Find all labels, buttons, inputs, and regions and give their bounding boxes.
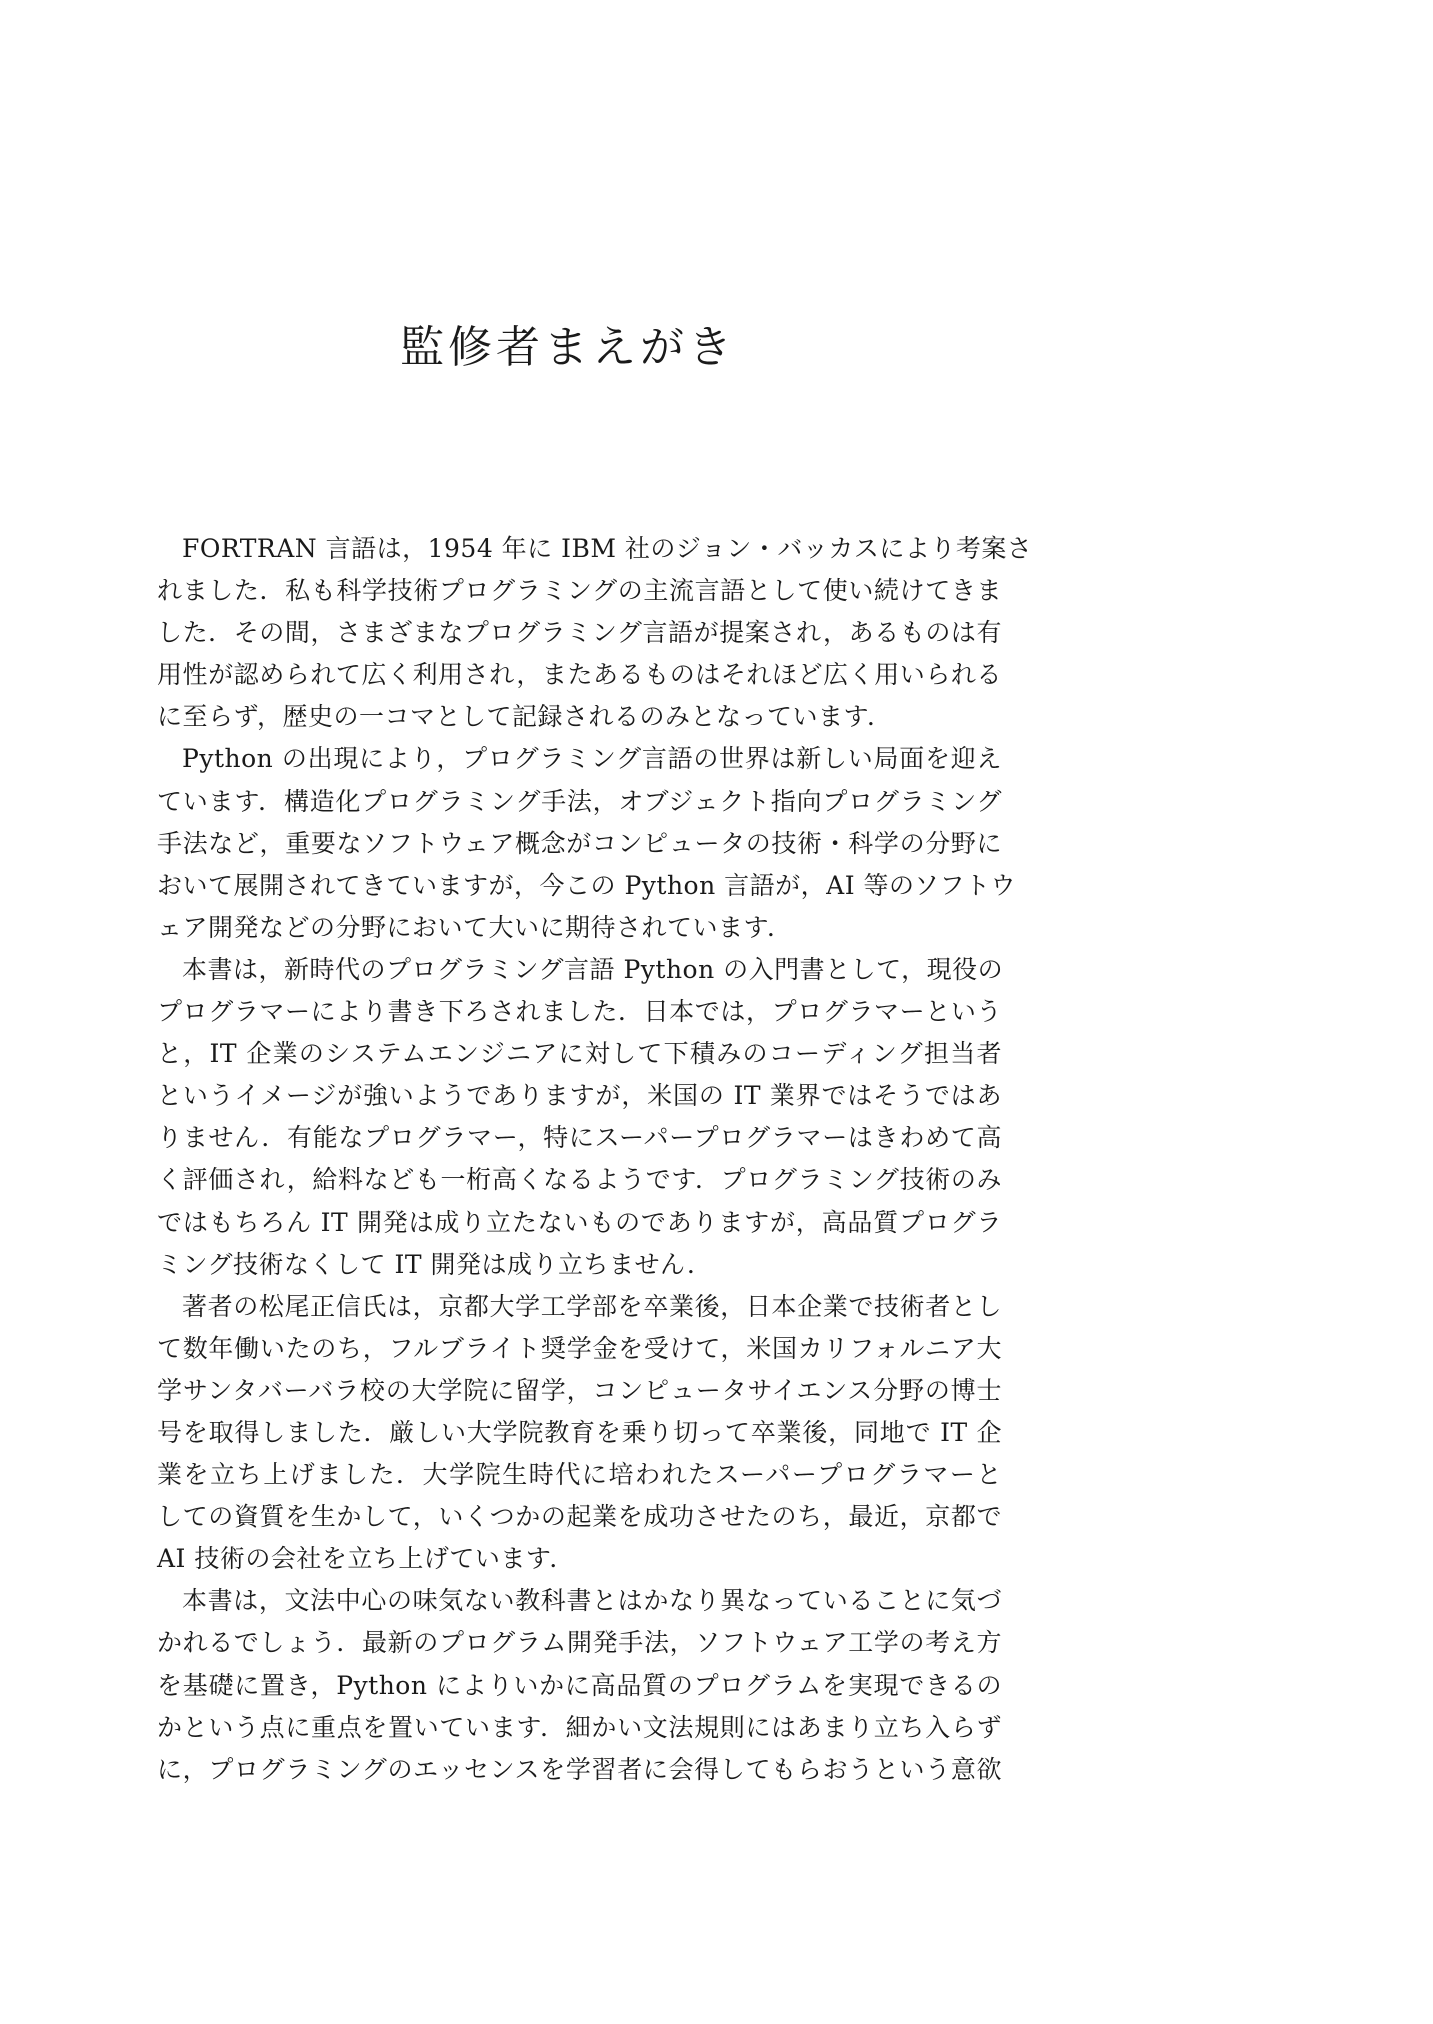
text-line: と，IT 企業のシステムエンジニアに対して下積みのコーディング担当者 xyxy=(157,1039,1002,1069)
text-line: 学サンタバーバラ校の大学院に留学，コンピュータサイエンス分野の博士 xyxy=(157,1375,1002,1405)
preface-body xyxy=(132,528,1033,1791)
paragraph-5 xyxy=(132,1580,1002,1790)
paragraph-1 xyxy=(132,528,1033,738)
text-line: ミング技術なくして IT 開発は成り立ちません． xyxy=(157,1249,713,1279)
text-line: ています．構造化プログラミング手法，オブジェクト指向プログラミング xyxy=(157,786,1002,816)
text-line: ではもちろん IT 開発は成り立たないものでありますが，高品質プログラ xyxy=(157,1207,1002,1237)
text-line: 本書は，新時代のプログラミング言語 Python の入門書として，現役の xyxy=(182,954,1004,984)
text-line: Python の出現により，プログラミング言語の世界は新しい局面を迎え xyxy=(182,744,1002,774)
text-line: ェア開発などの分野において大いに期待されています． xyxy=(157,912,793,942)
text-line: 著者の松尾正信氏は，京都大学工学部を卒業後，日本企業で技術者とし xyxy=(182,1291,1002,1321)
text-line: に，プログラミングのエッセンスを学習者に会得してもらおうという意欲 xyxy=(157,1754,1002,1784)
text-line: りません．有能なプログラマー，特にスーパープログラマーはきわめて高 xyxy=(157,1123,1002,1153)
paragraph-4 xyxy=(132,1286,1002,1581)
text-line: かれるでしょう．最新のプログラム開発手法，ソフトウェア工学の考え方 xyxy=(157,1628,1002,1658)
text-line: というイメージが強いようでありますが，米国の IT 業界ではそうではあ xyxy=(157,1081,1002,1111)
text-line: しての資質を生かして，いくつかの起業を成功させたのち，最近，京都で xyxy=(157,1502,1002,1532)
text-line: かという点に重点を置いています．細かい文法規則にはあまり立ち入らず xyxy=(157,1712,1002,1742)
text-line: FORTRAN 言語は，1954 年に IBM 社のジョン・バッカスにより考案さ xyxy=(182,534,1033,563)
text-line: AI 技術の会社を立ち上げています． xyxy=(157,1544,575,1574)
paragraph-2 xyxy=(132,738,1017,948)
text-line: プログラマーにより書き下ろされました．日本では，プログラマーという xyxy=(157,997,1002,1027)
text-line: 本書は，文法中心の味気ない教科書とはかなり異なっていることに気づ xyxy=(182,1586,1002,1616)
paragraph-3 xyxy=(132,949,1002,1286)
text-line: おいて展開されてきていますが，今この Python 言語が，AI 等のソフトウ xyxy=(157,870,1017,900)
text-line: れました．私も科学技術プログラミングの主流言語として使い続けてきま xyxy=(157,576,1002,606)
text-line: 手法など，重要なソフトウェア概念がコンピュータの技術・科学の分野に xyxy=(157,828,1002,858)
text-line: を基礎に置き，Python によりいかに高品質のプログラムを実現できるの xyxy=(157,1670,1002,1700)
text-line: て数年働いたのち，フルブライト奨学金を受けて，米国カリフォルニア大 xyxy=(157,1333,1002,1363)
text-line: した．その間，さまざまなプログラミング言語が提案され，あるものは有 xyxy=(157,618,1002,648)
page-title: 監修者まえがき xyxy=(400,322,736,373)
text-line: く評価され，給料なども一桁高くなるようです．プログラミング技術のみ xyxy=(157,1165,1002,1195)
text-line: 業を立ち上げました．大学院生時代に培われたスーパープログラマーと xyxy=(157,1460,1002,1490)
text-line: 号を取得しました．厳しい大学院教育を乗り切って卒業後，同地で IT 企 xyxy=(157,1417,1002,1447)
text-line: 用性が認められて広く利用され，またあるものはそれほど広く用いられる xyxy=(157,660,1002,690)
text-line: に至らず，歴史の一コマとして記録されるのみとなっています． xyxy=(157,702,893,732)
